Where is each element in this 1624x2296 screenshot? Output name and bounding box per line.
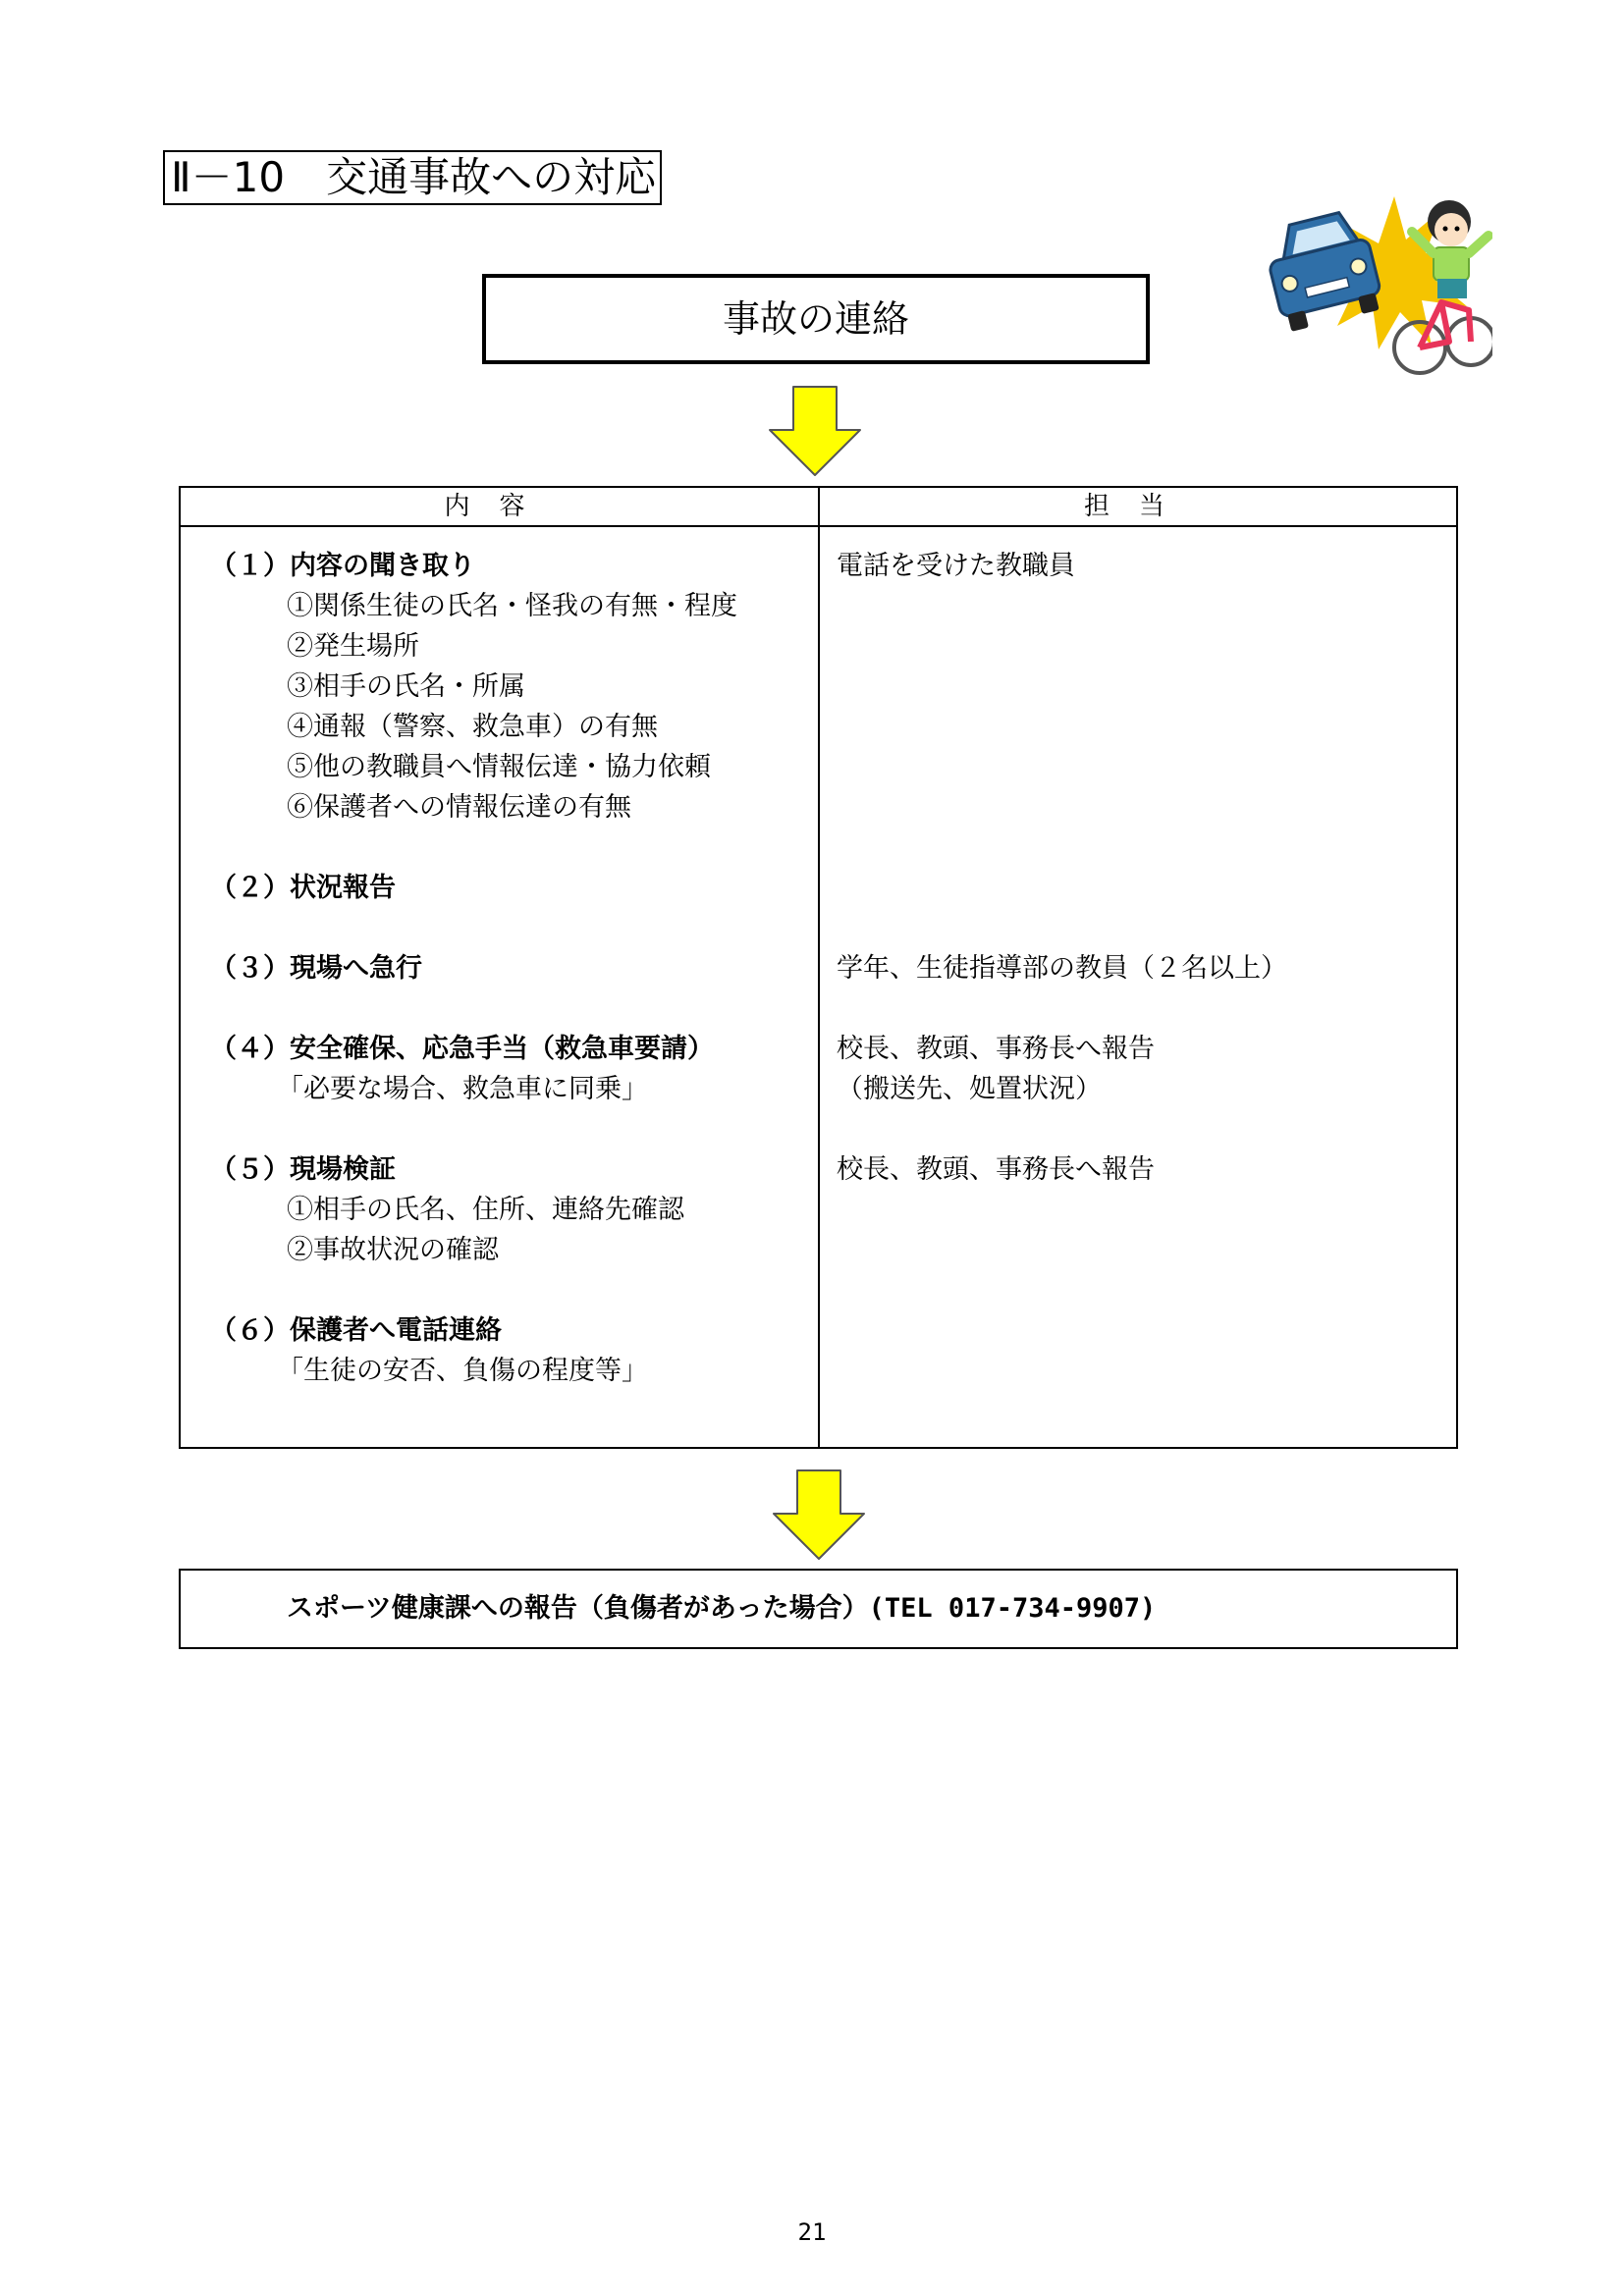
accident-contact-heading: 事故の連絡 (482, 274, 1150, 364)
section-1-interview (210, 546, 737, 828)
list-item: ③相手の氏名・所属 (287, 671, 525, 702)
section-heading: （４）安全確保、応急手当（救急車要請） (210, 1034, 714, 1064)
page-number: 21 (797, 2218, 827, 2246)
list-item: ②事故状況の確認 (287, 1235, 499, 1265)
list-item: ⑤他の教職員へ情報伝達・協力依頼 (287, 752, 711, 782)
section-heading: （３）現場へ急行 (210, 953, 422, 984)
report-instruction (287, 1571, 1156, 1647)
list-item: ①関係生徒の氏名・怪我の有無・程度 (287, 591, 737, 621)
column-header-content: 内容 (444, 492, 555, 521)
section-5-site-inspection (210, 1149, 684, 1270)
column-header-responsible: 担当 (1083, 492, 1194, 521)
section-heading: （５）現場検証 (210, 1154, 396, 1185)
section-3-rush-to-scene (210, 948, 422, 988)
list-item: 「生徒の安否、負傷の程度等」 (277, 1356, 648, 1386)
list-item: ②発生場所 (287, 631, 419, 662)
responsible-1: 電話を受けた教職員 (837, 551, 1075, 581)
section-6-guardian-call (210, 1310, 648, 1391)
responsible-3: 学年、生徒指導部の教員（２名以上） (837, 953, 1287, 984)
contact-procedure-table (179, 486, 1458, 1449)
down-arrow-icon (766, 385, 864, 477)
page-title: Ⅱ－10 交通事故への対応 (163, 150, 662, 205)
section-heading: （２）状況報告 (210, 873, 396, 903)
sports-health-report-box (179, 1569, 1458, 1649)
section-2-status-report (210, 868, 396, 908)
report-label: スポーツ健康課への報告（負傷者があった場合） (287, 1593, 869, 1624)
responsible-line: 校長、教頭、事務長へ報告 (837, 1034, 1155, 1064)
car-accident-illustration (1257, 192, 1492, 389)
phone-number: (TEL 017-734-9907) (868, 1593, 1157, 1624)
list-item: ①相手の氏名、住所、連絡先確認 (287, 1195, 684, 1225)
responsible-line: （搬送先、処置状況） (837, 1074, 1102, 1104)
list-item: 「必要な場合、救急車に同乗」 (277, 1074, 648, 1104)
section-heading: （１）内容の聞き取り (210, 551, 475, 581)
section-4-safety-first-aid (210, 1029, 714, 1109)
down-arrow-icon (770, 1468, 868, 1561)
header-divider (181, 525, 1456, 527)
list-item: ④通報（警察、救急車）の有無 (287, 712, 658, 742)
list-item: ⑥保護者への情報伝達の有無 (287, 792, 631, 823)
section-heading: （６）保護者へ電話連絡 (210, 1315, 502, 1346)
column-divider (818, 488, 820, 1447)
responsible-4 (837, 1029, 1155, 1109)
responsible-5: 校長、教頭、事務長へ報告 (837, 1154, 1155, 1185)
